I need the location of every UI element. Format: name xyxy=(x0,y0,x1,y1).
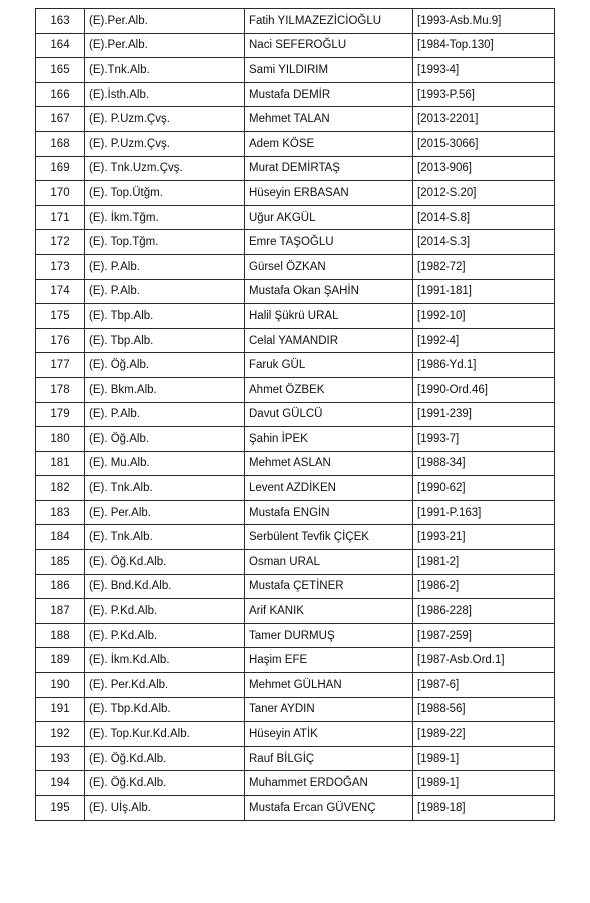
table-row xyxy=(36,451,555,476)
row-number-cell: 189 xyxy=(36,648,85,673)
table-row xyxy=(36,796,555,821)
registry-code-cell: [1993-P.56] xyxy=(413,82,555,107)
row-number-cell: 194 xyxy=(36,771,85,796)
registry-code-cell: [1986-228] xyxy=(413,599,555,624)
row-number-cell: 163 xyxy=(36,9,85,34)
personnel-table xyxy=(35,8,555,821)
person-name-cell: Faruk GÜL xyxy=(245,353,413,378)
table-row xyxy=(36,623,555,648)
person-name-cell: Tamer DURMUŞ xyxy=(245,623,413,648)
table-row xyxy=(36,500,555,525)
person-name-cell: Mustafa DEMİR xyxy=(245,82,413,107)
row-number-cell: 184 xyxy=(36,525,85,550)
rank-cell: (E).İsth.Alb. xyxy=(85,82,245,107)
rank-cell: (E). Per.Alb. xyxy=(85,500,245,525)
table-row xyxy=(36,353,555,378)
person-name-cell: Naci SEFEROĞLU xyxy=(245,33,413,58)
registry-code-cell: [1992-10] xyxy=(413,304,555,329)
registry-code-cell: [1988-34] xyxy=(413,451,555,476)
rank-cell: (E). Öğ.Kd.Alb. xyxy=(85,771,245,796)
table-row xyxy=(36,574,555,599)
table-row xyxy=(36,82,555,107)
person-name-cell: Hüseyin ATİK xyxy=(245,722,413,747)
rank-cell: (E). P.Alb. xyxy=(85,402,245,427)
person-name-cell: Gürsel ÖZKAN xyxy=(245,254,413,279)
person-name-cell: Rauf BİLGİÇ xyxy=(245,746,413,771)
person-name-cell: Arif KANIK xyxy=(245,599,413,624)
row-number-cell: 175 xyxy=(36,304,85,329)
registry-code-cell: [2014-S.3] xyxy=(413,230,555,255)
person-name-cell: Serbülent Tevfik ÇİÇEK xyxy=(245,525,413,550)
registry-code-cell: [1986-2] xyxy=(413,574,555,599)
table-row xyxy=(36,131,555,156)
registry-code-cell: [2012-S.20] xyxy=(413,181,555,206)
registry-code-cell: [1991-P.163] xyxy=(413,500,555,525)
registry-code-cell: [1987-Asb.Ord.1] xyxy=(413,648,555,673)
person-name-cell: Mustafa Okan ŞAHİN xyxy=(245,279,413,304)
row-number-cell: 165 xyxy=(36,58,85,83)
rank-cell: (E). Uİş.Alb. xyxy=(85,796,245,821)
person-name-cell: Uğur AKGÜL xyxy=(245,205,413,230)
registry-code-cell: [1988-56] xyxy=(413,697,555,722)
table-row xyxy=(36,230,555,255)
row-number-cell: 185 xyxy=(36,550,85,575)
rank-cell: (E). İkm.Tğm. xyxy=(85,205,245,230)
rank-cell: (E). P.Alb. xyxy=(85,279,245,304)
registry-code-cell: [1981-2] xyxy=(413,550,555,575)
rank-cell: (E).Tnk.Alb. xyxy=(85,58,245,83)
table-row xyxy=(36,648,555,673)
rank-cell: (E). P.Alb. xyxy=(85,254,245,279)
registry-code-cell: [1993-21] xyxy=(413,525,555,550)
table-row xyxy=(36,402,555,427)
registry-code-cell: [1992-4] xyxy=(413,328,555,353)
table-row xyxy=(36,722,555,747)
table-row xyxy=(36,58,555,83)
registry-code-cell: [1990-62] xyxy=(413,476,555,501)
rank-cell: (E). Top.Tğm. xyxy=(85,230,245,255)
row-number-cell: 164 xyxy=(36,33,85,58)
person-name-cell: Mehmet ASLAN xyxy=(245,451,413,476)
person-name-cell: Adem KÖSE xyxy=(245,131,413,156)
rank-cell: (E). Mu.Alb. xyxy=(85,451,245,476)
row-number-cell: 193 xyxy=(36,746,85,771)
rank-cell: (E). Tbp.Alb. xyxy=(85,304,245,329)
table-row xyxy=(36,697,555,722)
row-number-cell: 173 xyxy=(36,254,85,279)
registry-code-cell: [1993-7] xyxy=(413,427,555,452)
person-name-cell: Sami YILDIRIM xyxy=(245,58,413,83)
row-number-cell: 187 xyxy=(36,599,85,624)
rank-cell: (E).Per.Alb. xyxy=(85,9,245,34)
table-row xyxy=(36,254,555,279)
row-number-cell: 169 xyxy=(36,156,85,181)
table-row xyxy=(36,550,555,575)
person-name-cell: Muhammet ERDOĞAN xyxy=(245,771,413,796)
person-name-cell: Osman URAL xyxy=(245,550,413,575)
table-row xyxy=(36,427,555,452)
rank-cell: (E). Bnd.Kd.Alb. xyxy=(85,574,245,599)
row-number-cell: 166 xyxy=(36,82,85,107)
table-row xyxy=(36,771,555,796)
row-number-cell: 186 xyxy=(36,574,85,599)
row-number-cell: 183 xyxy=(36,500,85,525)
row-number-cell: 191 xyxy=(36,697,85,722)
table-row xyxy=(36,673,555,698)
rank-cell: (E). Tnk.Uzm.Çvş. xyxy=(85,156,245,181)
person-name-cell: Mehmet TALAN xyxy=(245,107,413,132)
registry-code-cell: [1984-Top.130] xyxy=(413,33,555,58)
table-row xyxy=(36,599,555,624)
rank-cell: (E). Bkm.Alb. xyxy=(85,377,245,402)
row-number-cell: 181 xyxy=(36,451,85,476)
table-row xyxy=(36,181,555,206)
person-name-cell: Celal YAMANDIR xyxy=(245,328,413,353)
row-number-cell: 188 xyxy=(36,623,85,648)
rank-cell: (E). Tbp.Alb. xyxy=(85,328,245,353)
registry-code-cell: [2013-906] xyxy=(413,156,555,181)
row-number-cell: 168 xyxy=(36,131,85,156)
registry-code-cell: [1989-18] xyxy=(413,796,555,821)
rank-cell: (E). Tnk.Alb. xyxy=(85,476,245,501)
row-number-cell: 170 xyxy=(36,181,85,206)
registry-code-cell: [1989-1] xyxy=(413,771,555,796)
table-row xyxy=(36,304,555,329)
registry-code-cell: [1993-4] xyxy=(413,58,555,83)
personnel-table-body xyxy=(36,9,555,821)
registry-code-cell: [1982-72] xyxy=(413,254,555,279)
registry-code-cell: [1987-259] xyxy=(413,623,555,648)
rank-cell: (E). Per.Kd.Alb. xyxy=(85,673,245,698)
registry-code-cell: [2015-3066] xyxy=(413,131,555,156)
rank-cell: (E). Top.Ütğm. xyxy=(85,181,245,206)
registry-code-cell: [1987-6] xyxy=(413,673,555,698)
person-name-cell: Mustafa ENGİN xyxy=(245,500,413,525)
person-name-cell: Mustafa Ercan GÜVENÇ xyxy=(245,796,413,821)
rank-cell: (E). P.Kd.Alb. xyxy=(85,599,245,624)
row-number-cell: 180 xyxy=(36,427,85,452)
row-number-cell: 178 xyxy=(36,377,85,402)
rank-cell: (E). Öğ.Kd.Alb. xyxy=(85,746,245,771)
person-name-cell: Mehmet GÜLHAN xyxy=(245,673,413,698)
rank-cell: (E). Öğ.Kd.Alb. xyxy=(85,550,245,575)
registry-code-cell: [1990-Ord.46] xyxy=(413,377,555,402)
person-name-cell: Fatih YILMAZEZİCİOĞLU xyxy=(245,9,413,34)
rank-cell: (E).Per.Alb. xyxy=(85,33,245,58)
row-number-cell: 171 xyxy=(36,205,85,230)
rank-cell: (E). Tnk.Alb. xyxy=(85,525,245,550)
registry-code-cell: [1989-1] xyxy=(413,746,555,771)
row-number-cell: 190 xyxy=(36,673,85,698)
person-name-cell: Ahmet ÖZBEK xyxy=(245,377,413,402)
row-number-cell: 176 xyxy=(36,328,85,353)
rank-cell: (E). P.Uzm.Çvş. xyxy=(85,131,245,156)
rank-cell: (E). Öğ.Alb. xyxy=(85,353,245,378)
table-row xyxy=(36,525,555,550)
table-row xyxy=(36,279,555,304)
row-number-cell: 177 xyxy=(36,353,85,378)
table-row xyxy=(36,107,555,132)
person-name-cell: Mustafa ÇETİNER xyxy=(245,574,413,599)
registry-code-cell: [2014-S.8] xyxy=(413,205,555,230)
person-name-cell: Halil Şükrü URAL xyxy=(245,304,413,329)
row-number-cell: 182 xyxy=(36,476,85,501)
rank-cell: (E). İkm.Kd.Alb. xyxy=(85,648,245,673)
person-name-cell: Şahin İPEK xyxy=(245,427,413,452)
person-name-cell: Hüseyin ERBASAN xyxy=(245,181,413,206)
person-name-cell: Taner AYDIN xyxy=(245,697,413,722)
rank-cell: (E). Tbp.Kd.Alb. xyxy=(85,697,245,722)
row-number-cell: 172 xyxy=(36,230,85,255)
row-number-cell: 167 xyxy=(36,107,85,132)
table-row xyxy=(36,9,555,34)
table-row xyxy=(36,33,555,58)
registry-code-cell: [1991-181] xyxy=(413,279,555,304)
table-row xyxy=(36,205,555,230)
rank-cell: (E). Top.Kur.Kd.Alb. xyxy=(85,722,245,747)
table-row xyxy=(36,377,555,402)
person-name-cell: Murat DEMİRTAŞ xyxy=(245,156,413,181)
table-row xyxy=(36,746,555,771)
registry-code-cell: [1993-Asb.Mu.9] xyxy=(413,9,555,34)
registry-code-cell: [1991-239] xyxy=(413,402,555,427)
row-number-cell: 195 xyxy=(36,796,85,821)
table-row xyxy=(36,476,555,501)
person-name-cell: Levent AZDİKEN xyxy=(245,476,413,501)
row-number-cell: 192 xyxy=(36,722,85,747)
registry-code-cell: [2013-2201] xyxy=(413,107,555,132)
table-row xyxy=(36,328,555,353)
rank-cell: (E). P.Uzm.Çvş. xyxy=(85,107,245,132)
registry-code-cell: [1986-Yd.1] xyxy=(413,353,555,378)
person-name-cell: Davut GÜLCÜ xyxy=(245,402,413,427)
registry-code-cell: [1989-22] xyxy=(413,722,555,747)
rank-cell: (E). P.Kd.Alb. xyxy=(85,623,245,648)
person-name-cell: Haşim EFE xyxy=(245,648,413,673)
row-number-cell: 174 xyxy=(36,279,85,304)
table-row xyxy=(36,156,555,181)
rank-cell: (E). Öğ.Alb. xyxy=(85,427,245,452)
row-number-cell: 179 xyxy=(36,402,85,427)
person-name-cell: Emre TAŞOĞLU xyxy=(245,230,413,255)
